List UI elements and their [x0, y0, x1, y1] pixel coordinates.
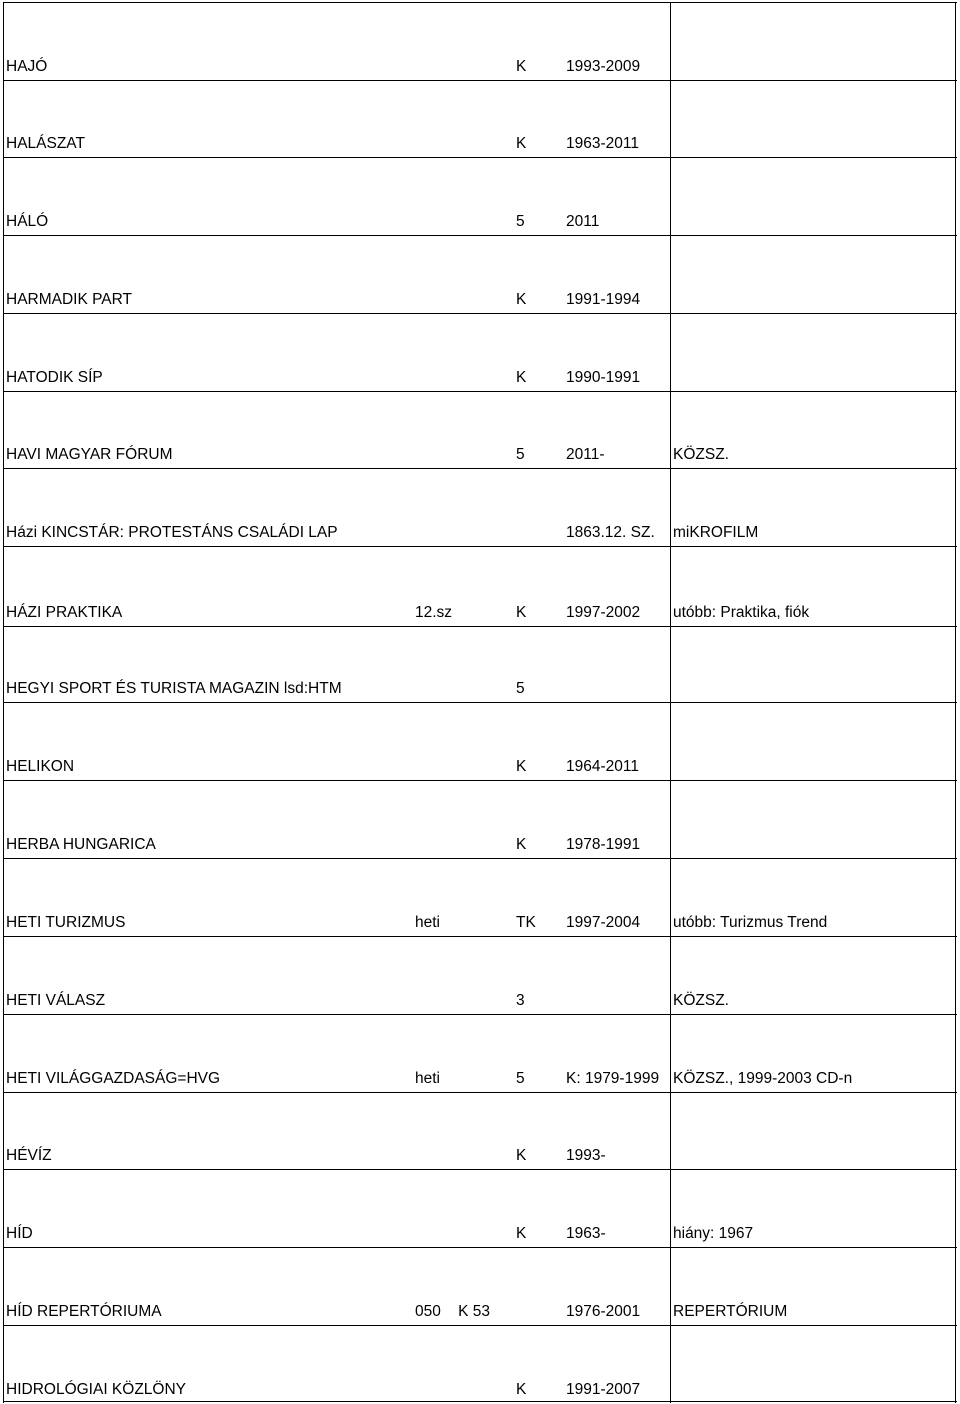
- table-row: [3, 313, 957, 391]
- row-divider: [3, 313, 957, 314]
- title-cell-text: HETI VÁLASZ: [6, 992, 106, 1009]
- location-cell-text: K: [516, 1147, 527, 1164]
- location-cell: [513, 780, 563, 858]
- title-cell: [3, 2, 412, 80]
- title-cell: [3, 780, 412, 858]
- frequency-cell: [412, 391, 513, 468]
- holdings-cell: [563, 235, 670, 313]
- row-divider: [3, 157, 957, 158]
- row-divider: [3, 1169, 957, 1170]
- row-divider: [3, 858, 957, 859]
- table-row: [3, 80, 957, 157]
- title-cell-text: HETI VILÁGGAZDASÁG=HVG: [6, 1070, 221, 1087]
- note-cell: [670, 2, 957, 80]
- location-cell: [513, 546, 563, 626]
- holdings-cell-text: 1997-2004: [566, 914, 641, 931]
- row-divider: [3, 2, 957, 3]
- row-divider: [3, 1401, 957, 1402]
- frequency-cell: [412, 1092, 513, 1169]
- location-cell-text: K: [516, 1381, 527, 1398]
- frequency-cell: [412, 546, 513, 626]
- location-cell-text: 5: [516, 680, 525, 697]
- title-cell: [3, 157, 412, 235]
- title-cell: [3, 391, 412, 468]
- frequency-cell: [412, 235, 513, 313]
- table-row: [3, 780, 957, 858]
- title-cell-text: HALÁSZAT: [6, 135, 85, 152]
- location-cell: [513, 1325, 563, 1403]
- location-cell: [513, 936, 563, 1014]
- holdings-cell: [563, 546, 670, 626]
- frequency-cell: [412, 157, 513, 235]
- row-divider: [3, 936, 957, 937]
- location-cell-text: 3: [516, 992, 525, 1009]
- holdings-cell: [563, 1092, 670, 1169]
- frequency-cell: [412, 1325, 513, 1403]
- table-row: [3, 1325, 957, 1403]
- note-cell: [670, 235, 957, 313]
- title-cell: [3, 936, 412, 1014]
- table-row: [3, 2, 957, 80]
- table-row: [3, 1092, 957, 1169]
- location-cell-text: K: [516, 291, 527, 308]
- note-cell-text: KÖZSZ.: [673, 446, 729, 463]
- holdings-cell: [563, 1247, 670, 1325]
- holdings-cell-text: 1963-2011: [566, 135, 639, 152]
- table-row: [3, 546, 957, 626]
- note-cell: [670, 1325, 957, 1403]
- holdings-cell-text: 1964-2011: [566, 758, 639, 775]
- holdings-cell: [563, 1325, 670, 1403]
- holdings-cell: [563, 702, 670, 780]
- holdings-cell: [563, 157, 670, 235]
- holdings-cell-text: 1976-2001: [566, 1303, 641, 1320]
- holdings-cell: [563, 1169, 670, 1247]
- note-cell: [670, 626, 957, 702]
- holdings-cell: [563, 1014, 670, 1092]
- location-cell-text: K: [516, 836, 527, 853]
- title-cell: [3, 468, 412, 546]
- note-cell: [670, 1169, 957, 1247]
- row-divider: [3, 235, 957, 236]
- holdings-cell: [563, 626, 670, 702]
- row-divider: [3, 702, 957, 703]
- table-row: [3, 391, 957, 468]
- holdings-cell: [563, 2, 670, 80]
- holdings-cell-text: 1991-1994: [566, 291, 641, 308]
- holdings-cell: [563, 80, 670, 157]
- location-cell: [513, 1169, 563, 1247]
- location-cell-text: K: [516, 369, 527, 386]
- title-cell: [3, 1092, 412, 1169]
- holdings-cell-text: 2011: [566, 213, 600, 230]
- holdings-cell-text: 2011-: [566, 446, 605, 463]
- table-row: [3, 936, 957, 1014]
- title-cell: [3, 546, 412, 626]
- note-cell: [670, 1247, 957, 1325]
- frequency-cell-text: 050 K 53: [415, 1303, 490, 1320]
- frequency-cell: [412, 80, 513, 157]
- row-divider: [3, 468, 957, 469]
- row-divider: [3, 80, 957, 81]
- location-cell: [513, 1092, 563, 1169]
- frequency-cell: [412, 702, 513, 780]
- frequency-cell: [412, 1247, 513, 1325]
- row-divider: [3, 780, 957, 781]
- frequency-cell: [412, 1014, 513, 1092]
- title-cell-text: HARMADIK PART: [6, 291, 133, 308]
- note-cell: [670, 391, 957, 468]
- row-divider: [3, 546, 957, 547]
- title-cell: [3, 626, 412, 702]
- row-divider: [3, 1247, 957, 1248]
- frequency-cell: [412, 780, 513, 858]
- holdings-cell: [563, 468, 670, 546]
- holdings-cell-text: 1978-1991: [566, 836, 641, 853]
- location-cell-text: 5: [516, 1070, 525, 1087]
- title-cell-text: HÉVÍZ: [6, 1147, 52, 1164]
- location-cell-text: 5: [516, 213, 525, 230]
- title-cell-text: HÁZI PRAKTIKA: [6, 604, 123, 621]
- title-cell: [3, 80, 412, 157]
- holdings-cell: [563, 313, 670, 391]
- holdings-cell-text: 1997-2002: [566, 604, 641, 621]
- holdings-cell-text: 1990-1991: [566, 369, 641, 386]
- table-row: [3, 1247, 957, 1325]
- note-cell: [670, 858, 957, 936]
- frequency-cell: [412, 468, 513, 546]
- row-divider: [3, 1092, 957, 1093]
- frequency-cell: [412, 2, 513, 80]
- location-cell-text: K: [516, 758, 527, 775]
- note-cell: [670, 780, 957, 858]
- location-cell: [513, 2, 563, 80]
- location-cell: [513, 80, 563, 157]
- note-cell: [670, 546, 957, 626]
- column-divider: [670, 2, 671, 1403]
- table-row: [3, 1014, 957, 1092]
- column-divider: [3, 2, 4, 1403]
- title-cell-text: HETI TURIZMUS: [6, 914, 126, 931]
- title-cell-text: HÍD: [6, 1225, 33, 1242]
- note-cell-text: KÖZSZ.: [673, 992, 729, 1009]
- holdings-cell: [563, 391, 670, 468]
- row-divider: [3, 1325, 957, 1326]
- note-cell-text: REPERTÓRIUM: [673, 1303, 788, 1320]
- note-cell: [670, 1014, 957, 1092]
- location-cell: [513, 235, 563, 313]
- title-cell: [3, 1247, 412, 1325]
- location-cell-text: K: [516, 1225, 527, 1242]
- frequency-cell-text: 12.sz: [415, 604, 453, 621]
- title-cell-text: HATODIK SÍP: [6, 369, 103, 386]
- note-cell-text: hiány: 1967: [673, 1225, 754, 1242]
- title-cell: [3, 1325, 412, 1403]
- location-cell: [513, 391, 563, 468]
- title-cell-text: Házi KINCSTÁR: PROTESTÁNS CSALÁDI LAP: [6, 524, 338, 541]
- frequency-cell: [412, 1169, 513, 1247]
- holdings-cell: [563, 780, 670, 858]
- note-cell: [670, 468, 957, 546]
- note-cell: [670, 80, 957, 157]
- holdings-cell-text: 1963-: [566, 1225, 606, 1242]
- frequency-cell: [412, 936, 513, 1014]
- title-cell: [3, 1169, 412, 1247]
- note-cell-text: utóbb: Praktika, fiók: [673, 604, 810, 621]
- frequency-cell: [412, 858, 513, 936]
- frequency-cell-text: heti: [415, 1070, 440, 1087]
- title-cell-text: HIDROLÓGIAI KÖZLÖNY: [6, 1381, 187, 1398]
- frequency-cell-text: heti: [415, 914, 440, 931]
- title-cell: [3, 1014, 412, 1092]
- table-row: [3, 235, 957, 313]
- table-row: [3, 1169, 957, 1247]
- location-cell-text: K: [516, 604, 527, 621]
- note-cell: [670, 936, 957, 1014]
- journal-list-table: [3, 2, 957, 1403]
- title-cell-text: HERBA HUNGARICA: [6, 836, 156, 853]
- title-cell-text: HÁLÓ: [6, 213, 49, 230]
- location-cell: [513, 702, 563, 780]
- location-cell: [513, 1014, 563, 1092]
- table-row: [3, 157, 957, 235]
- frequency-cell: [412, 313, 513, 391]
- holdings-cell-text: 1863.12. SZ.: [566, 524, 655, 541]
- location-cell: [513, 858, 563, 936]
- note-cell: [670, 1092, 957, 1169]
- note-cell: [670, 702, 957, 780]
- holdings-cell-text: 1991-2007: [566, 1381, 641, 1398]
- table-row: [3, 858, 957, 936]
- title-cell: [3, 858, 412, 936]
- location-cell-text: TK: [516, 914, 536, 931]
- title-cell-text: HAVI MAGYAR FÓRUM: [6, 446, 173, 463]
- note-cell: [670, 157, 957, 235]
- holdings-cell-text: 1993-2009: [566, 58, 641, 75]
- row-divider: [3, 391, 957, 392]
- table-row: [3, 626, 957, 702]
- column-divider: [955, 2, 956, 1403]
- location-cell-text: K: [516, 135, 527, 152]
- title-cell: [3, 235, 412, 313]
- note-cell-text: utóbb: Turizmus Trend: [673, 914, 828, 931]
- title-cell-text: HELIKON: [6, 758, 75, 775]
- location-cell-text: 5: [516, 446, 525, 463]
- title-cell-text: HEGYI SPORT ÉS TURISTA MAGAZIN lsd:HTM: [6, 680, 342, 697]
- note-cell-text: miKROFILM: [673, 524, 759, 541]
- row-divider: [3, 1014, 957, 1015]
- holdings-cell: [563, 858, 670, 936]
- location-cell: [513, 157, 563, 235]
- location-cell: [513, 626, 563, 702]
- location-cell: [513, 1247, 563, 1325]
- table-row: [3, 702, 957, 780]
- location-cell: [513, 468, 563, 546]
- title-cell-text: HÍD REPERTÓRIUMA: [6, 1303, 162, 1320]
- location-cell-text: K: [516, 58, 527, 75]
- holdings-cell-text: K: 1979-1999: [566, 1070, 660, 1087]
- frequency-cell: [412, 626, 513, 702]
- title-cell: [3, 313, 412, 391]
- location-cell: [513, 313, 563, 391]
- row-divider: [3, 626, 957, 627]
- holdings-cell: [563, 936, 670, 1014]
- table-row: [3, 468, 957, 546]
- title-cell: [3, 702, 412, 780]
- holdings-cell-text: 1993-: [566, 1147, 606, 1164]
- note-cell: [670, 313, 957, 391]
- note-cell-text: KÖZSZ., 1999-2003 CD-n: [673, 1070, 853, 1087]
- title-cell-text: HAJÓ: [6, 58, 48, 75]
